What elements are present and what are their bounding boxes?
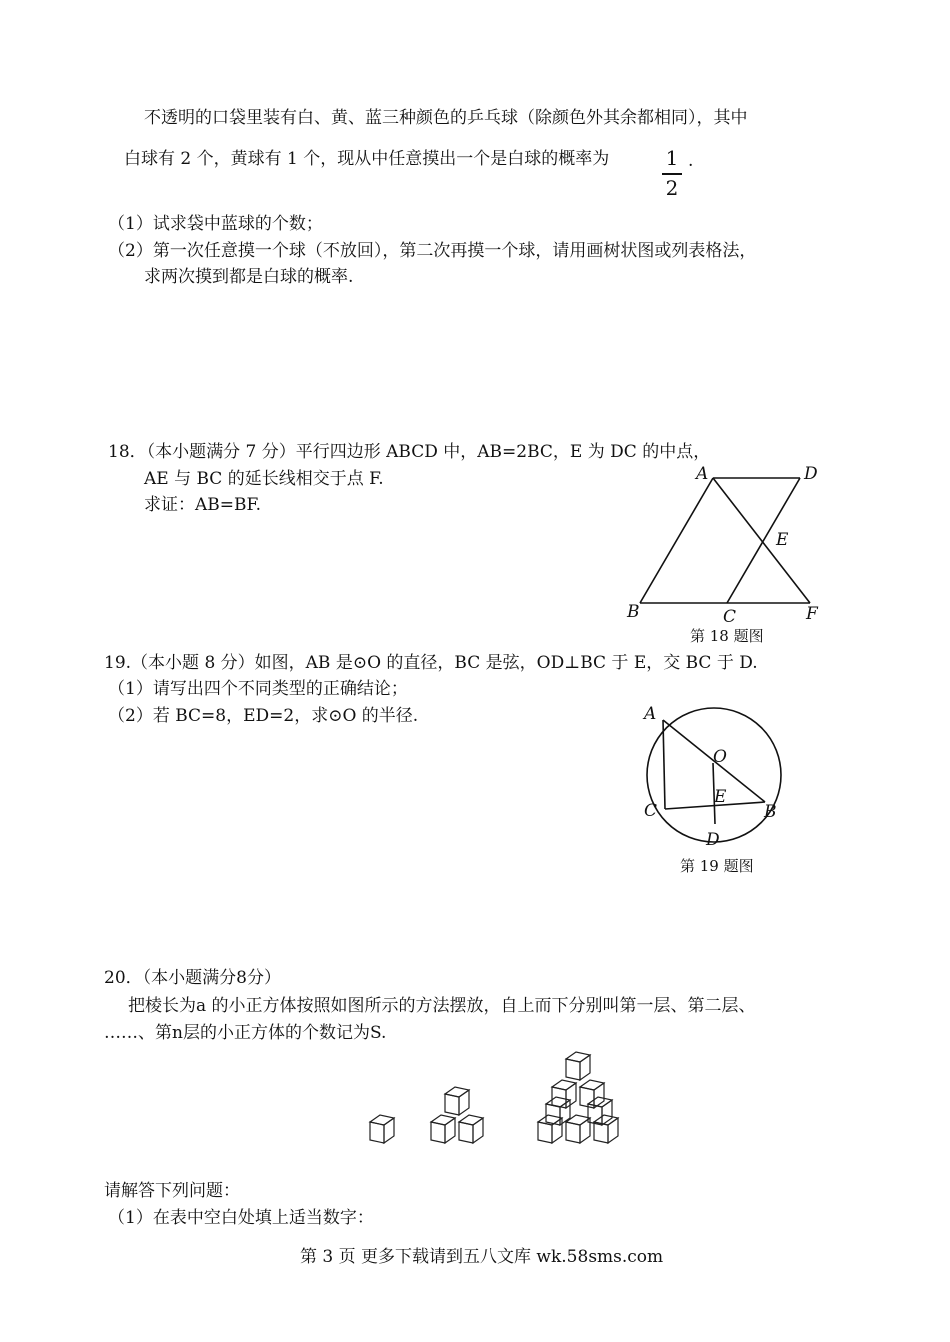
q18-caption: 第 18 题图	[690, 627, 764, 645]
q17-part2-line2: 求两次摸到都是白球的概率.	[144, 267, 354, 287]
q17-part1: （1）试求袋中蓝球的个数；	[108, 214, 323, 234]
q17-fraction-numerator: 1	[665, 146, 679, 170]
q19-part1: （1）请写出四个不同类型的正确结论；	[108, 679, 408, 699]
q18-label-a: A	[696, 464, 709, 484]
q18-label-f: F	[806, 604, 818, 624]
q19-label-d: D	[706, 830, 720, 850]
q17-part2-line1: （2）第一次任意摸一个球（不放回），第二次再摸一个球，请用画树状图或列表格法，	[108, 241, 757, 261]
q20-cube	[445, 1087, 469, 1115]
q20-part1: （1）在表中空白处填上适当数字：	[108, 1208, 374, 1228]
q18-label-e: E	[776, 530, 789, 550]
q20-line1: 20．（本小题满分8分）	[104, 968, 281, 988]
q19-label-o: O	[713, 747, 727, 767]
q18-label-b: B	[627, 602, 640, 622]
q20-cube	[538, 1115, 562, 1143]
q20-cube	[370, 1115, 394, 1143]
q20-line4: 请解答下列问题：	[104, 1181, 240, 1201]
q20-cube	[459, 1115, 483, 1143]
q17-fraction-denominator: 2	[665, 176, 679, 200]
q18-segment-dc	[727, 478, 800, 603]
q19-label-c: C	[644, 801, 658, 821]
q18-segment-ab	[640, 478, 713, 603]
q19-label-b: B	[764, 802, 777, 822]
q18-label-c: C	[723, 607, 737, 627]
q20-cube-stacks-figure	[340, 1040, 660, 1160]
q18-line2: AE 与 BC 的延长线相交于点 F.	[144, 469, 384, 489]
q19-line1: 19.（本小题 8 分）如图，AB 是⊙O 的直径，BC 是弦，OD⊥BC 于 E，交 BC 于 D.	[104, 653, 758, 673]
page-footer: 第 3 页 更多下载请到五八文库 wk.58sms.com	[300, 1247, 664, 1267]
q19-label-e: E	[714, 787, 727, 807]
q17-intro-line1: 不透明的口袋里装有白、黄、蓝三种颜色的乒乓球（除颜色外其余都相同），其中	[144, 108, 748, 128]
q19-segment-ac	[663, 720, 665, 809]
q20-cube	[566, 1052, 590, 1080]
q17-period: .	[688, 151, 694, 171]
q18-line1: 18．（本小题满分 7 分）平行四边形 ABCD 中，AB=2BC，E 为 DC 的中点，	[108, 442, 711, 462]
q20-cube	[594, 1115, 618, 1143]
q17-intro-line2: 白球有 2 个，黄球有 1 个，现从中任意摸出一个是白球的概率为	[124, 149, 610, 169]
q20-cube	[431, 1115, 455, 1143]
q20-cube	[580, 1080, 604, 1108]
q20-line2: 把棱长为a 的小正方体按照如图所示的方法摆放，自上而下分别叫第一层、第二层、	[128, 996, 756, 1016]
q18-line3: 求证：AB=BF.	[144, 495, 262, 515]
q20-cube	[588, 1097, 612, 1125]
q19-label-a: A	[644, 704, 657, 724]
q18-label-d: D	[804, 464, 818, 484]
q20-cube	[566, 1115, 590, 1143]
q19-circle-figure	[630, 695, 800, 880]
q19-caption: 第 19 题图	[680, 857, 754, 875]
q17-fraction-bar	[662, 173, 682, 175]
q19-part2: （2）若 BC=8，ED=2，求⊙O 的半径.	[108, 706, 419, 726]
q18-segment-af	[713, 478, 810, 603]
q20-line3: ……、第n层的小正方体的个数记为S.	[104, 1023, 387, 1043]
q18-parallelogram-figure	[620, 455, 830, 645]
